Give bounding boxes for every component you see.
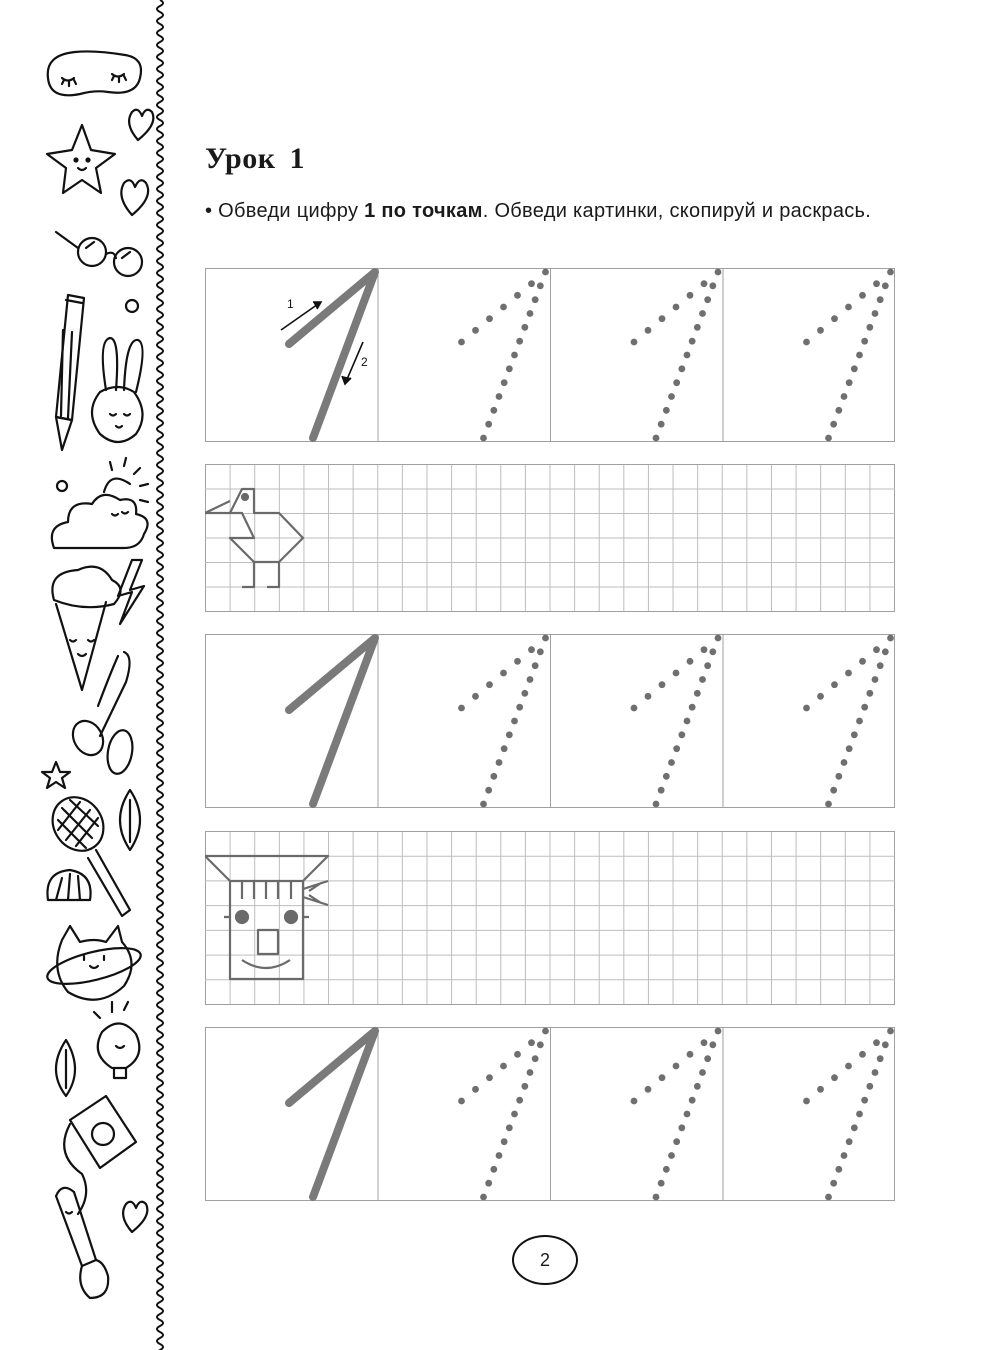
trace-dot bbox=[542, 1028, 549, 1035]
trace-dot bbox=[859, 658, 866, 665]
copy-grid bbox=[205, 831, 895, 1005]
trace-dot bbox=[835, 407, 842, 414]
trace-dot bbox=[472, 693, 479, 700]
dotted-digit-one bbox=[803, 269, 894, 442]
trace-dot bbox=[631, 1098, 638, 1105]
trace-dot bbox=[877, 662, 884, 669]
trace-dot bbox=[673, 379, 680, 386]
trace-dot bbox=[699, 310, 706, 317]
trace-dot bbox=[631, 339, 638, 346]
trace-dot bbox=[490, 1166, 497, 1173]
trace-dot bbox=[694, 324, 701, 331]
trace-dot bbox=[678, 731, 685, 738]
dotted-digit-one bbox=[803, 635, 894, 808]
trace-dot bbox=[486, 1074, 493, 1081]
trace-dot bbox=[542, 269, 549, 276]
sample-digit-one bbox=[289, 638, 375, 804]
trace-dot bbox=[856, 352, 863, 359]
trace-dot bbox=[659, 1074, 666, 1081]
trace-dot bbox=[500, 1063, 507, 1070]
sample-digit-one bbox=[289, 1031, 375, 1197]
trace-dot bbox=[663, 407, 670, 414]
lightning-icon bbox=[118, 560, 144, 624]
dotted-digit-one bbox=[458, 635, 549, 808]
paintbrush-icon bbox=[56, 1188, 147, 1298]
arrow-2-head-icon bbox=[342, 376, 351, 384]
trace-dot bbox=[673, 1138, 680, 1145]
trace-dot bbox=[684, 718, 691, 725]
stroke-number-2: 2 bbox=[361, 355, 368, 369]
trace-dot bbox=[514, 1051, 521, 1058]
digit-tracing-row bbox=[205, 1027, 895, 1201]
trace-dot bbox=[521, 1083, 528, 1090]
trace-dot bbox=[846, 379, 853, 386]
trace-dot bbox=[866, 324, 873, 331]
trace-dot bbox=[873, 280, 880, 287]
trace-dot bbox=[663, 1166, 670, 1173]
trace-dot bbox=[537, 282, 544, 289]
trace-dot bbox=[480, 1194, 487, 1201]
trace-dot bbox=[817, 327, 824, 334]
trace-dot bbox=[653, 1194, 660, 1201]
trace-dot bbox=[704, 662, 711, 669]
trace-dot bbox=[658, 1180, 665, 1187]
trace-dot bbox=[485, 1180, 492, 1187]
light-bulb-icon bbox=[56, 1002, 139, 1096]
instruction-bullet: • bbox=[205, 200, 213, 222]
trace-dot bbox=[866, 690, 873, 697]
trace-dot bbox=[516, 338, 523, 345]
dotted-digit-one bbox=[458, 269, 549, 442]
trace-dot bbox=[851, 1124, 858, 1131]
trace-dot bbox=[830, 1180, 837, 1187]
trace-dot bbox=[527, 676, 534, 683]
trace-dot bbox=[704, 1055, 711, 1062]
trace-dot bbox=[511, 718, 518, 725]
stroke-number-1: 1 bbox=[287, 297, 294, 311]
trace-dot bbox=[673, 745, 680, 752]
trace-dot bbox=[472, 1086, 479, 1093]
dotted-digit-one bbox=[631, 635, 722, 808]
trace-dot bbox=[645, 693, 652, 700]
trace-dot bbox=[496, 759, 503, 766]
trace-dot bbox=[709, 648, 716, 655]
trace-dot bbox=[803, 339, 810, 346]
trace-dot bbox=[659, 681, 666, 688]
trace-dot bbox=[532, 662, 539, 669]
trace-dot bbox=[835, 1166, 842, 1173]
trace-dot bbox=[851, 731, 858, 738]
trace-dot bbox=[500, 670, 507, 677]
star-icon bbox=[47, 125, 115, 193]
trace-dot bbox=[861, 704, 868, 711]
lesson-title: Урок 1 bbox=[205, 142, 306, 175]
trace-dot bbox=[527, 310, 534, 317]
trace-dot bbox=[528, 646, 535, 653]
sidebar-doodles bbox=[0, 0, 170, 1350]
trace-dot bbox=[877, 296, 884, 303]
trace-dot bbox=[537, 1041, 544, 1048]
trace-dot bbox=[687, 658, 694, 665]
trace-dot bbox=[501, 745, 508, 752]
trace-dot bbox=[537, 648, 544, 655]
instruction-text-end: . Обведи картинки, скопируй и раскрась. bbox=[482, 200, 872, 222]
trace-dot bbox=[817, 693, 824, 700]
trace-dot bbox=[673, 304, 680, 311]
trace-dot bbox=[699, 676, 706, 683]
trace-dot bbox=[845, 1063, 852, 1070]
hearts-icon bbox=[121, 110, 153, 215]
trace-dot bbox=[859, 1051, 866, 1058]
trace-dot bbox=[872, 1069, 879, 1076]
trace-dot bbox=[668, 1152, 675, 1159]
dotted-digit-one bbox=[631, 269, 722, 442]
trace-dot bbox=[859, 292, 866, 299]
trace-dot bbox=[701, 280, 708, 287]
trace-dot bbox=[673, 1063, 680, 1070]
trace-dot bbox=[521, 690, 528, 697]
pencil-icon bbox=[56, 295, 84, 450]
trace-dot bbox=[825, 1194, 832, 1201]
trace-dot bbox=[645, 327, 652, 334]
trace-dot bbox=[485, 787, 492, 794]
trace-dot bbox=[846, 1138, 853, 1145]
trace-dot bbox=[500, 304, 507, 311]
trace-dot bbox=[659, 315, 666, 322]
trace-dot bbox=[841, 393, 848, 400]
dotted-digit-one bbox=[803, 1028, 894, 1201]
page-number-text: 2 bbox=[539, 1250, 550, 1270]
leaf-icon-2 bbox=[56, 1040, 75, 1096]
trace-dot bbox=[831, 681, 838, 688]
trace-dot bbox=[861, 1097, 868, 1104]
trace-dot bbox=[631, 705, 638, 712]
trace-dot bbox=[496, 1152, 503, 1159]
trace-dot bbox=[501, 379, 508, 386]
trace-dot bbox=[480, 801, 487, 808]
trace-dot bbox=[668, 393, 675, 400]
trace-dot bbox=[514, 292, 521, 299]
trace-dot bbox=[658, 421, 665, 428]
trace-dot bbox=[715, 269, 722, 276]
trace-dot bbox=[516, 1097, 523, 1104]
trace-dot bbox=[887, 269, 894, 276]
trace-dot bbox=[458, 705, 465, 712]
trace-dot bbox=[514, 658, 521, 665]
digit-tracing-row bbox=[205, 634, 895, 808]
trace-dot bbox=[699, 1069, 706, 1076]
trace-dot bbox=[709, 1041, 716, 1048]
dotted-digit-one bbox=[458, 1028, 549, 1201]
trace-dot bbox=[684, 1111, 691, 1118]
trace-dot bbox=[687, 1051, 694, 1058]
trace-dot bbox=[542, 635, 549, 642]
trace-dot bbox=[704, 296, 711, 303]
trace-dot bbox=[527, 1069, 534, 1076]
trace-dot bbox=[678, 365, 685, 372]
trace-dot bbox=[694, 690, 701, 697]
trace-dot bbox=[887, 635, 894, 642]
trace-dot bbox=[485, 421, 492, 428]
trace-dot bbox=[472, 327, 479, 334]
trace-dot bbox=[458, 339, 465, 346]
trace-dot bbox=[856, 1111, 863, 1118]
page-number bbox=[512, 1235, 578, 1285]
lesson-instruction bbox=[205, 199, 895, 224]
trace-dot bbox=[845, 304, 852, 311]
trace-dot bbox=[532, 1055, 539, 1062]
trace-dot bbox=[687, 292, 694, 299]
trace-dot bbox=[830, 421, 837, 428]
trace-dot bbox=[490, 407, 497, 414]
trace-dot bbox=[877, 1055, 884, 1062]
trace-dot bbox=[701, 646, 708, 653]
trace-dot bbox=[825, 801, 832, 808]
trace-dot bbox=[851, 365, 858, 372]
trace-dot bbox=[831, 1074, 838, 1081]
copy-grid bbox=[205, 464, 895, 612]
face-with-hat-picture bbox=[205, 856, 328, 979]
trace-dot bbox=[668, 759, 675, 766]
bubble-icon bbox=[126, 300, 138, 312]
trace-dot bbox=[841, 1152, 848, 1159]
trace-dot bbox=[658, 787, 665, 794]
trace-dot bbox=[846, 745, 853, 752]
trace-dot bbox=[490, 773, 497, 780]
shell-icon bbox=[47, 870, 90, 900]
trace-dot bbox=[803, 1098, 810, 1105]
trace-dot bbox=[715, 635, 722, 642]
trace-dot bbox=[861, 338, 868, 345]
trace-dot bbox=[817, 1086, 824, 1093]
trace-dot bbox=[689, 704, 696, 711]
trace-dot bbox=[486, 681, 493, 688]
instruction-text-bold: 1 по точкам bbox=[364, 200, 483, 222]
leaf-icon bbox=[120, 790, 140, 850]
trace-dot bbox=[825, 435, 832, 442]
bunny-icon bbox=[92, 338, 143, 442]
trace-dot bbox=[866, 1083, 873, 1090]
trace-dot bbox=[882, 282, 889, 289]
trace-dot bbox=[694, 1083, 701, 1090]
trace-dot bbox=[689, 338, 696, 345]
trace-dot bbox=[673, 670, 680, 677]
trace-dot bbox=[803, 705, 810, 712]
wavy-border bbox=[157, 0, 163, 1350]
trace-dot bbox=[501, 1138, 508, 1145]
trace-dot bbox=[678, 1124, 685, 1131]
trace-dot bbox=[887, 1028, 894, 1035]
trace-dot bbox=[663, 773, 670, 780]
trace-dot bbox=[506, 365, 513, 372]
trace-dot bbox=[458, 1098, 465, 1105]
trace-dot bbox=[532, 296, 539, 303]
dotted-digit-one bbox=[631, 1028, 722, 1201]
trace-dot bbox=[709, 282, 716, 289]
trace-dot bbox=[521, 324, 528, 331]
trace-dot bbox=[684, 352, 691, 359]
trace-dot bbox=[480, 435, 487, 442]
trace-dot bbox=[701, 1039, 708, 1046]
sun-cloud-icon bbox=[52, 458, 148, 548]
cat-planet-icon bbox=[44, 926, 144, 1000]
small-star-icon bbox=[42, 762, 70, 788]
trace-dot bbox=[872, 676, 879, 683]
digit-tracing-row bbox=[205, 268, 895, 442]
arrow-1-head-icon bbox=[313, 302, 321, 309]
trace-dot bbox=[845, 670, 852, 677]
trace-dot bbox=[831, 315, 838, 322]
trace-dot bbox=[528, 1039, 535, 1046]
sleep-mask-icon bbox=[48, 51, 141, 95]
trace-dot bbox=[486, 315, 493, 322]
trace-dot bbox=[511, 352, 518, 359]
trace-dot bbox=[653, 435, 660, 442]
trace-dot bbox=[689, 1097, 696, 1104]
trace-dot bbox=[882, 1041, 889, 1048]
trace-dot bbox=[715, 1028, 722, 1035]
trace-dot bbox=[873, 646, 880, 653]
glasses-icon bbox=[56, 232, 142, 276]
trace-dot bbox=[872, 310, 879, 317]
trace-dot bbox=[645, 1086, 652, 1093]
instruction-text-start: Обведи цифру bbox=[218, 200, 365, 222]
trace-dot bbox=[653, 801, 660, 808]
trace-dot bbox=[506, 731, 513, 738]
trace-dot bbox=[496, 393, 503, 400]
racket-icon bbox=[42, 787, 130, 916]
trace-dot bbox=[856, 718, 863, 725]
trace-dot bbox=[835, 773, 842, 780]
trace-dot bbox=[882, 648, 889, 655]
trace-dot bbox=[516, 704, 523, 711]
trace-dot bbox=[528, 280, 535, 287]
trace-dot bbox=[873, 1039, 880, 1046]
trace-dot bbox=[511, 1111, 518, 1118]
trace-dot bbox=[506, 1124, 513, 1131]
trace-dot bbox=[841, 759, 848, 766]
trace-dot bbox=[830, 787, 837, 794]
